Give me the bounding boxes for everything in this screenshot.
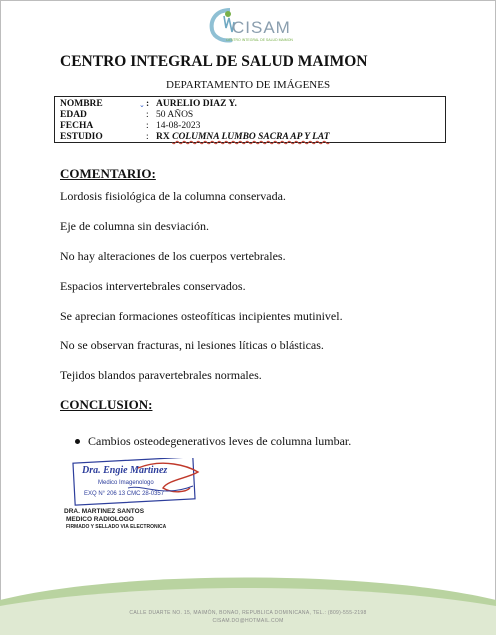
logo-subtitle: CENTRO INTEGRAL DE SALUD MAIMON [226,38,293,42]
study-value [156,132,330,142]
colon: : [146,121,149,131]
study-prefix: RX [156,132,170,142]
spellcheck-mark-icon: ⌄ [139,101,145,109]
footer-email: CISAM.DO@HOTMAIL.COM [212,618,284,624]
age-label: EDAD [60,110,87,120]
department-title: DEPARTAMENTO DE IMÁGENES [166,79,331,91]
doctor-stamp [68,458,213,506]
date-label: FECHA [60,121,94,131]
conclusion-item: Cambios osteodegenerativos leves de columna lumbar. [88,434,352,448]
name-label: NOMBRE [60,99,103,109]
doctor-title: MEDICO RADIOLOGO [66,516,134,523]
study-description: COLUMNA LUMBO SACRA AP Y LAT [172,132,330,142]
footer-wave [0,570,496,635]
footer-address: CALLE DUARTE NO. 15, MAIMÓN, BONAO, REPUBLICA DOMINICANA, TEL.: (809)-555-2198 [129,610,367,616]
conclusion-heading: CONCLUSION: [60,397,153,412]
comment-line: Tejidos blandos paravertebrales normales. [60,368,262,382]
comment-line: Lordosis fisiológica de la columna conservada. [60,189,286,203]
bullet-icon [75,439,80,444]
study-label: ESTUDIO [60,132,103,142]
date-value: 14-08-2023 [156,121,201,131]
comment-line: No hay alteraciones de los cuerpos vertebrales. [60,249,286,263]
colon: : [146,132,149,142]
comment-line: Eje de columna sin desviación. [60,219,209,233]
comment-heading: COMENTARIO: [60,166,156,181]
comment-line: No se observan fracturas, ni lesiones líticas o blásticas. [60,338,324,352]
colon: : [146,99,150,109]
doctor-name: DRA. MARTINEZ SANTOS [64,508,145,515]
stamp-title: Medico Imagenologo [98,480,154,486]
name-value: AURELIO DIAZ Y. [156,99,237,109]
patient-info-box [54,96,446,143]
age-value: 50 AÑOS [156,110,194,120]
comment-line: Espacios intervertebrales conservados. [60,279,246,293]
center-title: CENTRO INTEGRAL DE SALUD MAIMON [60,53,368,70]
stamp-name: Dra. Engie Martinez [82,465,168,476]
logo-text: CISAM [232,18,291,37]
signature-note: FIRMADO Y SELLADO VIA ELECTRONICA [66,524,167,530]
colon: : [146,110,149,120]
stamp-exeq: EXQ N° 206 13 CMC 28-0357 [84,491,165,497]
comment-line: Se aprecian formaciones osteofíticas incipientes mutinivel. [60,309,343,323]
